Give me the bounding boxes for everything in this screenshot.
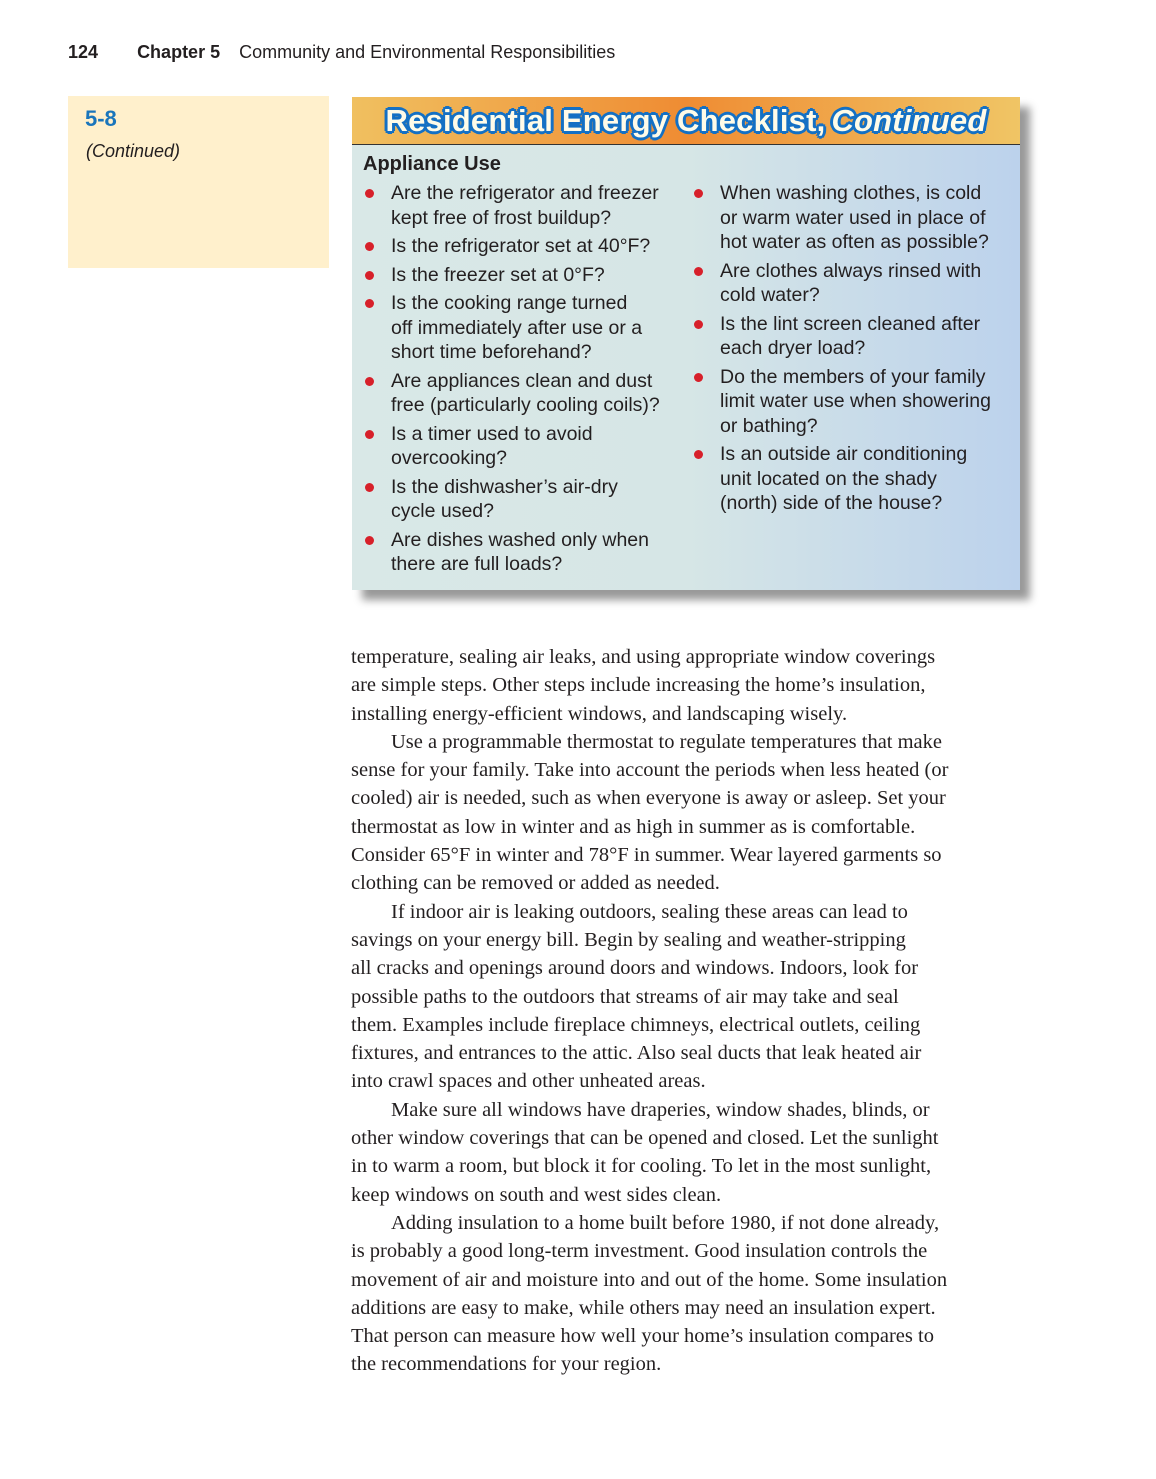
item-line: Are appliances clean and dust — [391, 369, 653, 392]
page-number: 124 — [68, 42, 99, 62]
bullet-icon — [694, 373, 703, 382]
item-line: cycle used? — [391, 500, 494, 522]
paragraph-line: savings on your energy bill. Begin by sealing and weather-stripping — [351, 928, 906, 951]
paragraph-line: additions are easy to make, while others may need an insulation expert. — [351, 1296, 936, 1319]
bullet-icon — [365, 189, 374, 198]
checklist-item — [692, 259, 1012, 308]
item-line: off immediately after use or a — [391, 316, 643, 339]
paragraph-line: Consider 65°F in winter and 78°F in summer. Wear layered garments so — [351, 844, 942, 867]
item-line: Is the dishwasher’s air-dry — [391, 475, 618, 498]
checklist-item — [363, 422, 693, 471]
item-line: limit water use when showering — [720, 390, 991, 412]
item-line: Is the lint screen cleaned after — [720, 312, 981, 335]
bullet-icon — [694, 450, 703, 459]
bullet-icon — [694, 189, 703, 198]
paragraph-line: fixtures, and entrances to the attic. Also seal ducts that leak heated air — [351, 1042, 922, 1065]
paragraph-line: into crawl spaces and other unheated areas. — [351, 1070, 706, 1093]
item-line: Are dishes washed only when — [391, 528, 649, 551]
item-line: each dryer load? — [720, 337, 866, 359]
item-line: When washing clothes, is cold — [720, 182, 982, 204]
figure-caption-box — [68, 96, 329, 268]
checklist-box — [352, 97, 1020, 590]
paragraph-line: all cracks and openings around doors and windows. Indoors, look for — [351, 957, 919, 980]
checklist-item — [363, 475, 693, 524]
paragraph — [351, 1209, 1031, 1379]
item-line: or warm water used in place of — [720, 206, 986, 229]
chapter-title: Community and Environmental Responsibilities — [239, 42, 616, 62]
paragraph-line: the recommendations for your region. — [351, 1353, 662, 1376]
paragraph — [351, 898, 1031, 1096]
paragraph — [351, 643, 1031, 728]
item-line: Is the freezer set at 0°F? — [391, 263, 605, 286]
paragraph-line: movement of air and moisture into and out of the home. Some insulation — [351, 1268, 948, 1291]
checklist-title-text: Residential Energy Checklist, — [385, 103, 826, 138]
paragraph-line: That person can measure how well your home’s insulation compares to — [351, 1325, 934, 1348]
item-line: Is a timer used to avoid — [391, 422, 593, 445]
paragraph-line: cooled) air is needed, such as when everyone is away or asleep. Set your — [351, 787, 946, 810]
paragraph-line: Adding insulation to a home built before 1980, if not done already, — [391, 1211, 940, 1234]
paragraph-line: is probably a good long-term investment. Good insulation controls the — [351, 1240, 928, 1263]
bullet-icon — [365, 430, 374, 439]
bullet-icon — [365, 242, 374, 251]
item-line: Is an outside air conditioning — [720, 443, 968, 465]
checklist-item — [692, 365, 1012, 439]
bullet-icon — [365, 536, 374, 545]
body-text — [351, 643, 1031, 1379]
bullet-icon — [365, 483, 374, 492]
paragraph-line: them. Examples include fireplace chimneys, electrical outlets, ceiling — [351, 1013, 921, 1036]
item-line: there are full loads? — [391, 553, 563, 575]
checklist-title — [386, 103, 987, 138]
paragraph-line: Use a programmable thermostat to regulate temperatures that make — [391, 730, 943, 753]
item-line: Are the refrigerator and freezer — [391, 182, 659, 204]
item-line: or bathing? — [720, 414, 818, 437]
paragraph-line: possible paths to the outdoors that streams of air may take and seal — [351, 985, 899, 1008]
figure-number: 5-8 — [85, 106, 117, 131]
chapter-label: Chapter 5 — [137, 42, 221, 62]
bullet-icon — [365, 271, 374, 280]
paragraph-line: clothing can be removed or added as needed. — [351, 872, 720, 895]
item-line: unit located on the shady — [720, 467, 937, 490]
checklist-right-column — [692, 181, 1012, 520]
paragraph-line: installing energy-efficient windows, and landscaping wisely. — [351, 702, 848, 725]
item-line: free (particularly cooling coils)? — [391, 394, 660, 416]
checklist-title-italic: Continued — [831, 103, 987, 138]
bullet-icon — [694, 320, 703, 329]
checklist-item — [363, 369, 693, 418]
item-line: Is the cooking range turned — [391, 292, 628, 314]
checklist-title-band — [352, 97, 1020, 145]
checklist-item — [692, 181, 1012, 255]
paragraph-line: sense for your family. Take into account the periods when less heated (or — [351, 759, 949, 782]
paragraph-line: thermostat as low in winter and as high in summer as is comfortable. — [351, 815, 916, 838]
paragraph-line: other window coverings that can be opened and closed. Let the sunlight — [351, 1127, 939, 1150]
item-line: cold water? — [720, 284, 820, 306]
paragraph-line: in to warm a room, but block it for cooling. To let in the most sunlight, — [351, 1155, 932, 1178]
paragraph — [351, 728, 1031, 898]
item-line: kept free of frost buildup? — [391, 206, 612, 229]
bullet-icon — [694, 267, 703, 276]
item-line: short time beforehand? — [391, 341, 592, 363]
paragraph-line: are simple steps. Other steps include increasing the home’s insulation, — [351, 674, 926, 697]
checklist-left-column — [363, 181, 693, 581]
item-line: overcooking? — [391, 447, 507, 469]
checklist-item — [363, 528, 693, 577]
item-line: hot water as often as possible? — [720, 231, 989, 253]
paragraph-line: temperature, sealing air leaks, and using appropriate window coverings — [351, 646, 936, 668]
paragraph-line: Make sure all windows have draperies, window shades, blinds, or — [391, 1098, 930, 1121]
item-line: Do the members of your family — [720, 365, 986, 388]
running-header — [68, 42, 615, 63]
item-line: Is the refrigerator set at 40°F? — [391, 235, 651, 257]
bullet-icon — [365, 377, 374, 386]
item-line: (north) side of the house? — [720, 492, 943, 514]
checklist-item — [363, 234, 693, 259]
item-line: Are clothes always rinsed with — [720, 259, 982, 282]
checklist-item — [363, 291, 693, 365]
paragraph — [351, 1096, 1031, 1209]
paragraph-line: keep windows on south and west sides clean. — [351, 1183, 722, 1206]
paragraph-line: If indoor air is leaking outdoors, sealing these areas can lead to — [391, 900, 908, 923]
bullet-icon — [365, 299, 374, 308]
checklist-item — [363, 181, 693, 230]
figure-note: (Continued) — [86, 141, 181, 161]
checklist-item — [363, 263, 693, 288]
checklist-item — [692, 442, 1012, 516]
section-heading: Appliance Use — [363, 153, 501, 175]
checklist-item — [692, 312, 1012, 361]
